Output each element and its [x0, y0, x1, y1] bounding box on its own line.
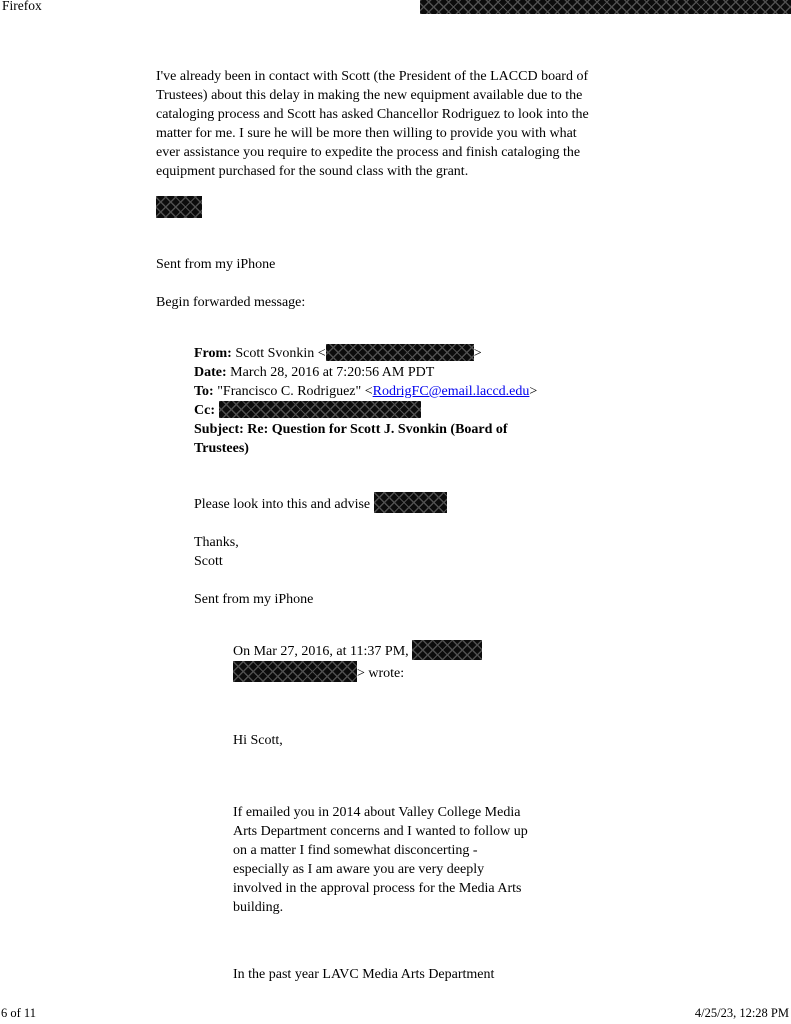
request-line	[194, 492, 590, 514]
to-close-bracket: >	[529, 384, 538, 399]
header-to-line	[194, 382, 590, 401]
email-content	[156, 67, 640, 984]
date-value: March 28, 2016 at 7:20:56 AM PDT	[230, 365, 435, 380]
header-cc-line	[194, 401, 590, 420]
text-line: If emailed you in 2014 about Valley College Media	[233, 805, 521, 820]
to-name: "Francisco C. Rodriguez" <	[217, 384, 373, 399]
redaction-cc-email-address	[219, 401, 421, 418]
from-close-bracket: >	[473, 346, 482, 361]
forward-notice-line: Begin forwarded message:	[156, 295, 306, 310]
text-line: especially as I am aware you are very deeply	[233, 862, 485, 877]
print-header-app-title: Firefox	[2, 0, 42, 13]
header-date-line	[194, 363, 590, 382]
from-label: From:	[194, 346, 232, 361]
sent-from-iphone-line: Sent from my iPhone	[156, 257, 276, 272]
redaction-header-title-bar	[420, 0, 791, 14]
attribution-wrote-text: > wrote:	[357, 666, 405, 681]
date-label: Date:	[194, 365, 227, 380]
forwarded-message-block	[194, 344, 590, 984]
redaction-quoted-sender-name	[412, 640, 482, 660]
closing-block	[194, 533, 590, 571]
recipient-email-link[interactable]: RodrigFC@email.laccd.edu	[372, 384, 530, 399]
print-timestamp: 4/25/23, 12:28 PM	[694, 1006, 789, 1020]
quote-paragraph	[233, 803, 560, 917]
attribution-date-text: On Mar 27, 2016, at 11:37 PM,	[233, 644, 409, 659]
text-line: ever assistance you require to expedite the process and finish cataloging the	[156, 145, 581, 160]
redaction-sender-signature	[156, 196, 202, 218]
redaction-quoted-sender-email	[233, 661, 357, 682]
from-name: Scott Svonkin <	[235, 346, 326, 361]
closing-text: Thanks,	[194, 535, 239, 550]
text-line: cataloging process and Scott has asked Chancellor Rodriguez to look into the	[156, 107, 589, 122]
page-number: 6 of 11	[1, 1006, 36, 1020]
attribution-line-2	[233, 661, 560, 683]
header-subject-line-1: Subject: Re: Question for Scott J. Svonkin (Board of	[194, 422, 508, 437]
header-subject-line-2: Trustees)	[194, 441, 249, 456]
to-label: To:	[194, 384, 214, 399]
text-line: equipment purchased for the sound class with the grant.	[156, 164, 469, 179]
text-line: matter for me. I sure he will be more then willing to provide you with what	[156, 126, 577, 141]
text-line: I've already been in contact with Scott (the President of the LACCD board of	[156, 69, 589, 84]
text-line: on a matter I find somewhat disconcerting -	[233, 843, 478, 858]
quoted-message-block	[233, 640, 560, 984]
cc-label: Cc:	[194, 403, 215, 418]
quote-attribution	[233, 640, 560, 683]
email-intro-paragraph	[156, 67, 640, 181]
redaction-from-email-address	[326, 344, 474, 361]
text-line: Trustees) about this delay in making the new equipment available due to the	[156, 88, 583, 103]
quote-final-line: In the past year LAVC Media Arts Department	[233, 967, 495, 982]
header-from-line	[194, 344, 590, 363]
signer-name: Scott	[194, 554, 223, 569]
text-line: involved in the approval process for the Media Arts	[233, 881, 522, 896]
sent-from-iphone-line-2: Sent from my iPhone	[194, 592, 314, 607]
text-line: Arts Department concerns and I wanted to follow up	[233, 824, 528, 839]
redaction-advise-name	[374, 492, 447, 513]
attribution-line-1	[233, 640, 560, 661]
text-line: building.	[233, 900, 284, 915]
quote-greeting: Hi Scott,	[233, 733, 283, 748]
request-text: Please look into this and advise	[194, 497, 371, 512]
